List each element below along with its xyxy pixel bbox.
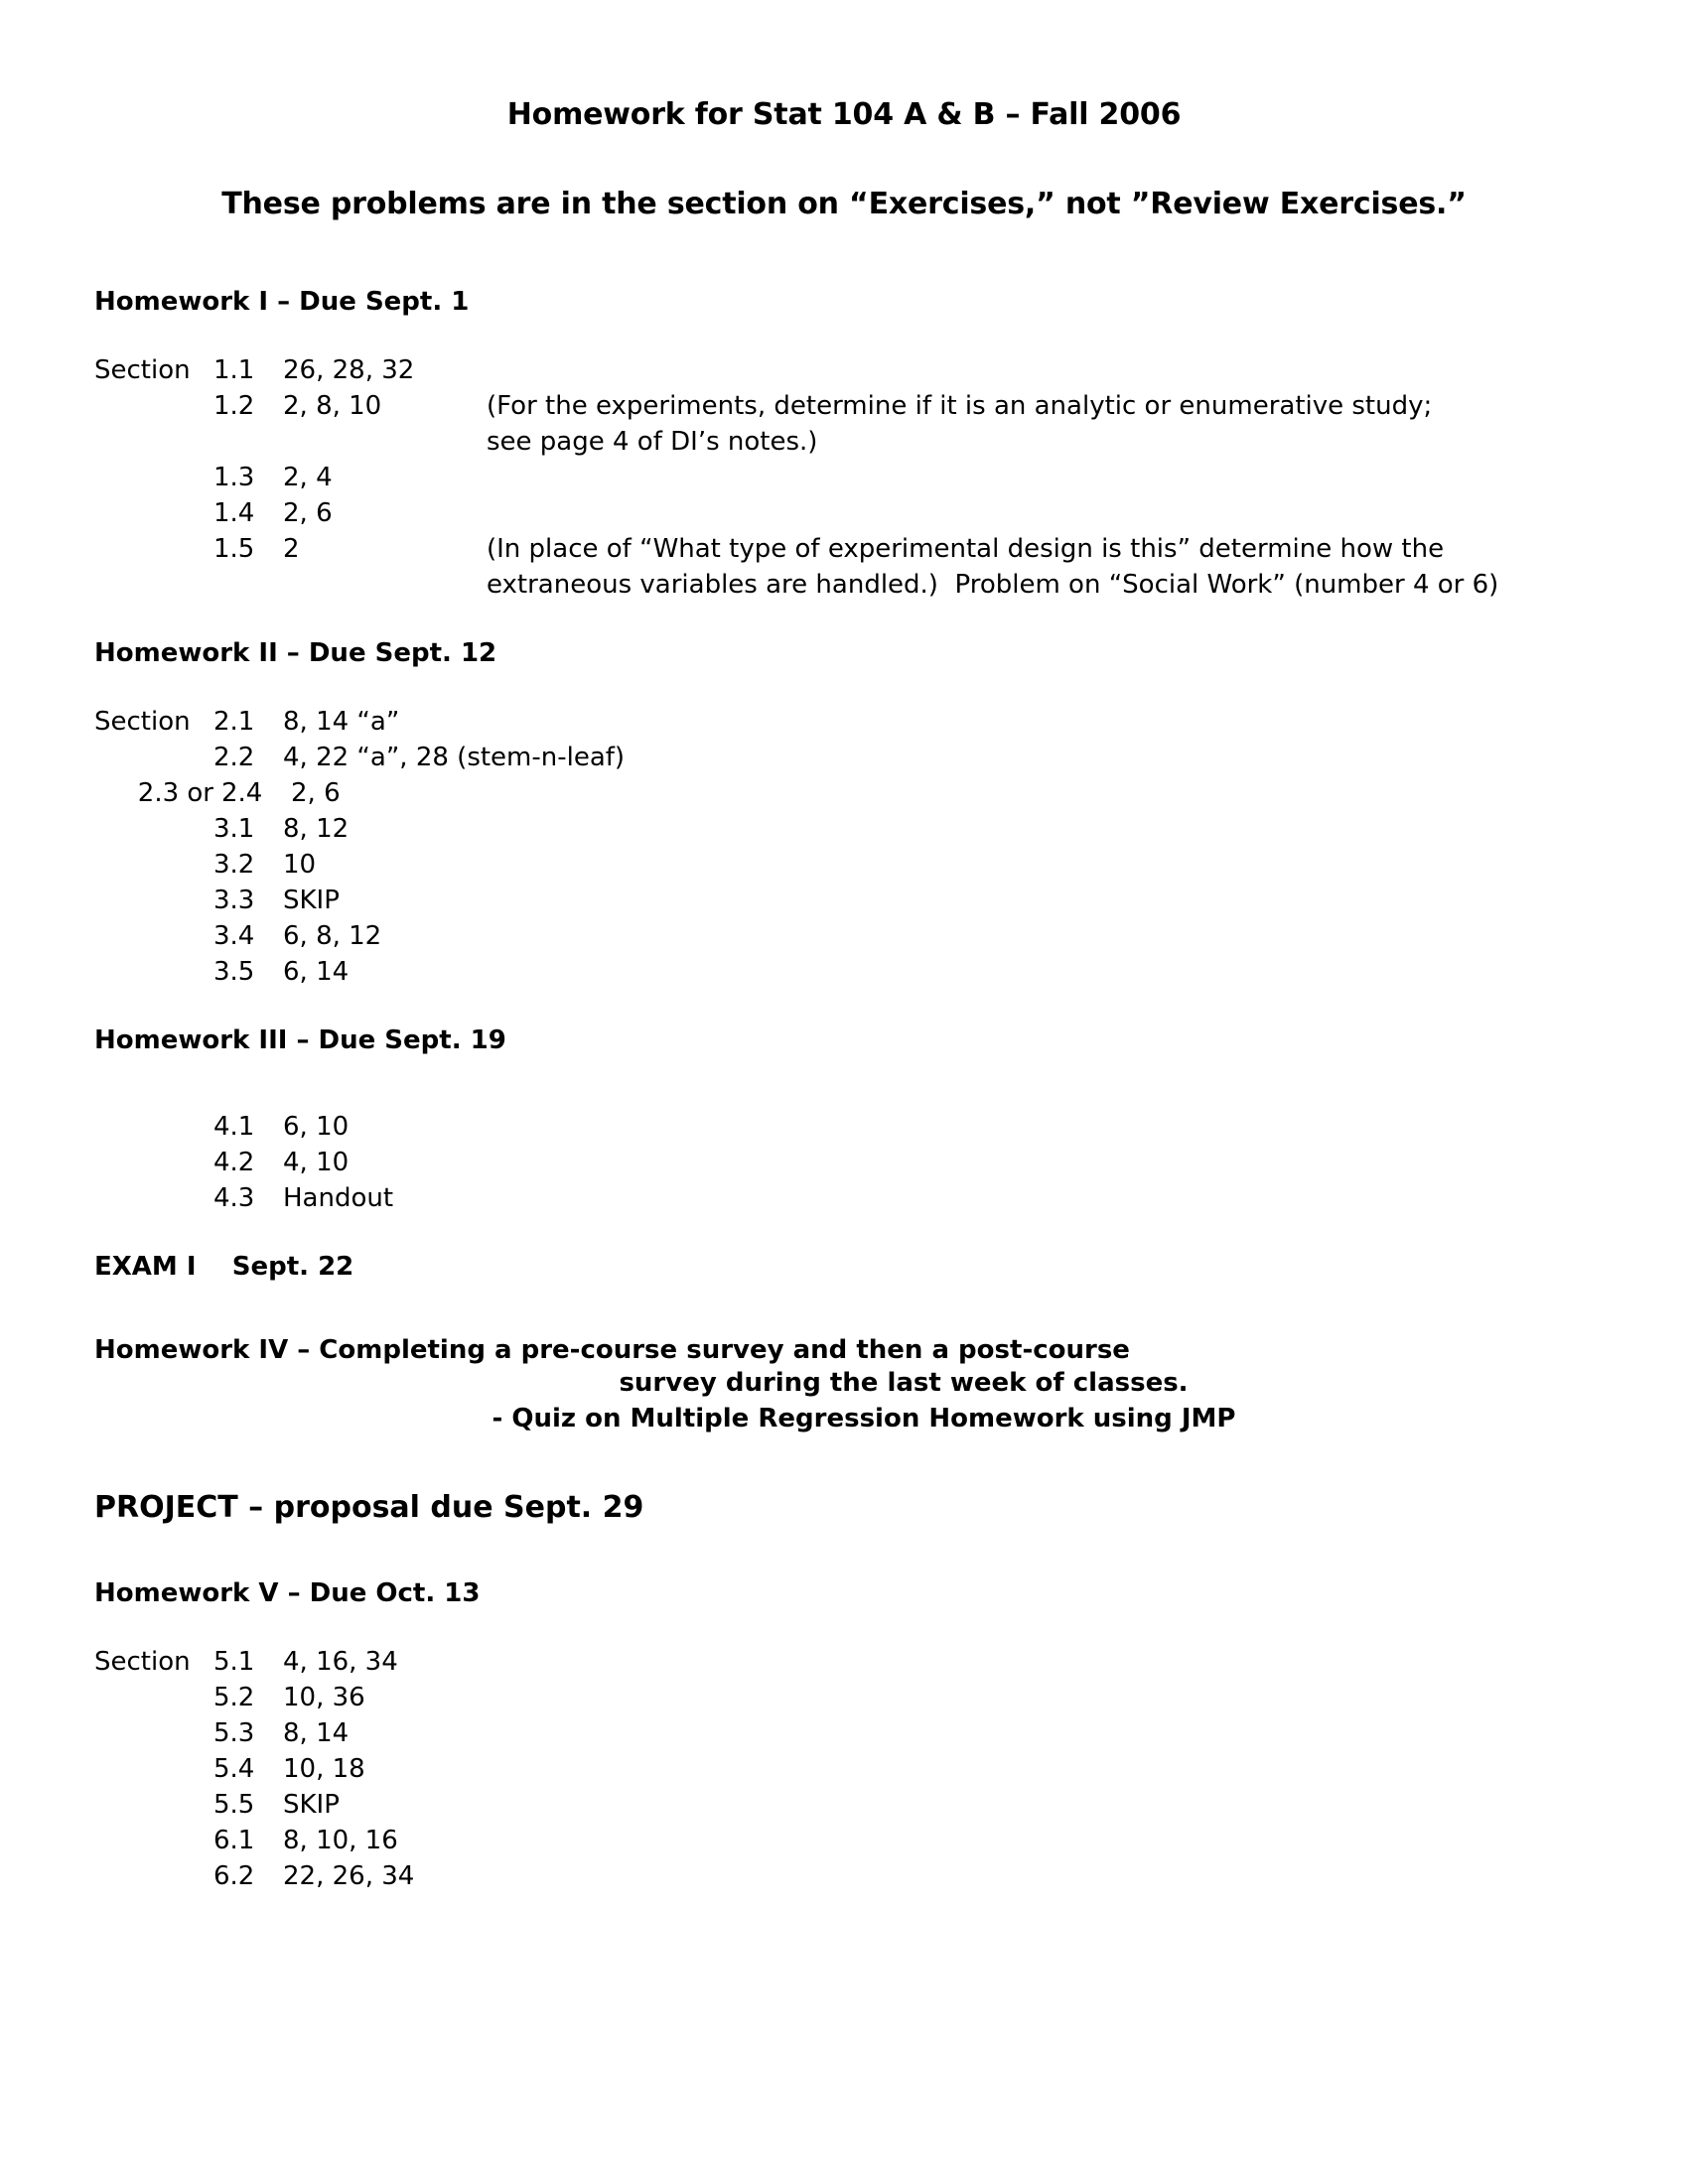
spacer xyxy=(0,1525,1688,1561)
table-row xyxy=(0,1858,1688,1894)
row-problems: 4, 10 xyxy=(283,1148,350,1177)
row-problems: 2 xyxy=(283,534,300,564)
table-row xyxy=(0,847,1688,883)
row-problems: 22, 26, 34 xyxy=(283,1861,415,1891)
row-section-number: 5.4 xyxy=(213,1754,255,1784)
spacer xyxy=(0,603,1688,638)
row-section-number: 4.2 xyxy=(213,1148,255,1177)
page-title: Homework for Stat 104 A & B – Fall 2006 xyxy=(506,97,1182,132)
row-problems: 4, 22 “a”, 28 (stem-n-leaf) xyxy=(283,743,626,772)
table-row xyxy=(0,883,1688,918)
row-section-label: Section xyxy=(94,707,191,737)
row-problems: 6, 14 xyxy=(283,957,350,987)
spacer xyxy=(0,1317,1688,1335)
row-problems: 26, 28, 32 xyxy=(283,355,415,385)
spacer xyxy=(0,990,1688,1025)
row-problems: 8, 14 “a” xyxy=(283,707,400,737)
row-section-number: 4.1 xyxy=(213,1112,255,1142)
row-problems: 8, 10, 16 xyxy=(283,1826,398,1855)
row-section-number: 1.1 xyxy=(213,355,255,385)
project-heading: PROJECT – proposal due Sept. 29 xyxy=(94,1490,644,1525)
spacer xyxy=(0,1282,1688,1317)
table-row xyxy=(0,1823,1688,1858)
homework-5-heading: Homework V – Due Oct. 13 xyxy=(94,1578,481,1608)
spacer xyxy=(0,1436,1688,1472)
table-row xyxy=(0,811,1688,847)
homework-2-heading: Homework II – Due Sept. 12 xyxy=(94,638,497,668)
row-section-number: 1.2 xyxy=(213,391,255,421)
spacer xyxy=(0,257,1688,287)
table-row xyxy=(0,1180,1688,1216)
row-problems: 6, 10 xyxy=(283,1112,350,1142)
row-section-number: 2.2 xyxy=(213,743,255,772)
homework-3-heading: Homework III – Due Sept. 19 xyxy=(94,1025,506,1055)
row-section-number: 1.3 xyxy=(213,463,255,492)
table-row xyxy=(0,704,1688,740)
homework-1-rows xyxy=(0,352,1688,603)
spacer xyxy=(0,1091,1688,1109)
table-row xyxy=(0,740,1688,775)
row-problems: 2, 8, 10 xyxy=(283,391,382,421)
row-problems: 2, 4 xyxy=(283,463,333,492)
row-section-number: 5.1 xyxy=(213,1647,255,1677)
row-section-number: 2.4 xyxy=(221,778,263,808)
spacer xyxy=(0,1216,1688,1252)
exam-1-line: EXAM I Sept. 22 xyxy=(94,1252,354,1282)
row-problems: 8, 12 xyxy=(283,814,350,844)
row-section-number: 4.3 xyxy=(213,1183,255,1213)
homework-4-line2: survey during the last week of classes. xyxy=(619,1368,1189,1398)
table-row xyxy=(0,775,1688,811)
homework-1-heading: Homework I – Due Sept. 1 xyxy=(94,287,470,317)
row-section-label: 2.3 or xyxy=(137,778,213,808)
row-section-number: 3.3 xyxy=(213,886,255,915)
row-section-number: 1.4 xyxy=(213,498,255,528)
spacer xyxy=(0,221,1688,257)
row-section-number: 5.2 xyxy=(213,1683,255,1712)
table-row xyxy=(0,1751,1688,1787)
row-problems: 10, 36 xyxy=(283,1683,365,1712)
row-section-label: Section xyxy=(94,355,191,385)
table-row xyxy=(0,1787,1688,1823)
table-row xyxy=(0,918,1688,954)
table-row xyxy=(0,1715,1688,1751)
row-section-number: 1.5 xyxy=(213,534,255,564)
row-problems: SKIP xyxy=(283,886,340,915)
table-row xyxy=(0,954,1688,990)
table-row xyxy=(0,1644,1688,1680)
row-problems: 6, 8, 12 xyxy=(283,921,382,951)
row-problems: Handout xyxy=(283,1183,394,1213)
spacer xyxy=(0,1608,1688,1644)
table-row xyxy=(0,1109,1688,1145)
row-problems: 8, 14 xyxy=(283,1718,350,1748)
table-row xyxy=(0,352,1688,388)
row-section-number: 5.3 xyxy=(213,1718,255,1748)
spacer xyxy=(0,317,1688,352)
row-section-number: 2.1 xyxy=(213,707,255,737)
row-section-number: 3.4 xyxy=(213,921,255,951)
row-note: (For the experiments, determine if it is an analytic or enumerative study; xyxy=(487,391,1433,421)
table-row xyxy=(0,1680,1688,1715)
row-problems: SKIP xyxy=(283,1790,340,1820)
table-row xyxy=(0,531,1688,567)
row-section-label: Section xyxy=(94,1647,191,1677)
row-problems: 2, 6 xyxy=(283,498,333,528)
spacer xyxy=(0,1472,1688,1490)
row-section-number: 6.1 xyxy=(213,1826,255,1855)
homework-5-rows xyxy=(0,1644,1688,1894)
row-problems: 10, 18 xyxy=(283,1754,365,1784)
row-note-continuation: extraneous variables are handled.) Problem on “Social Work” (number 4 or 6) xyxy=(487,570,1499,600)
homework-4-line3: - Quiz on Multiple Regression Homework using JMP xyxy=(492,1404,1236,1433)
spacer xyxy=(0,1055,1688,1091)
table-row xyxy=(0,1145,1688,1180)
row-section-number: 3.2 xyxy=(213,850,255,880)
homework-4-heading: Homework IV – Completing a pre-course survey and then a post-course xyxy=(94,1335,1130,1365)
homework-2-rows xyxy=(0,704,1688,990)
page-subtitle: These problems are in the section on “Exercises,” not ”Review Exercises.” xyxy=(221,187,1467,221)
table-row xyxy=(0,388,1688,424)
table-row xyxy=(0,460,1688,495)
row-section-number: 3.5 xyxy=(213,957,255,987)
spacer xyxy=(0,668,1688,704)
row-problems: 2, 6 xyxy=(291,778,341,808)
row-section-number: 6.2 xyxy=(213,1861,255,1891)
row-note-continuation: see page 4 of DI’s notes.) xyxy=(487,427,818,457)
spacer xyxy=(0,1561,1688,1578)
row-problems: 10 xyxy=(283,850,317,880)
table-row xyxy=(0,495,1688,531)
row-section-number: 3.1 xyxy=(213,814,255,844)
homework-3-rows xyxy=(0,1109,1688,1216)
row-note: (In place of “What type of experimental design is this” determine how the xyxy=(487,534,1445,564)
row-section-number: 5.5 xyxy=(213,1790,255,1820)
row-problems: 4, 16, 34 xyxy=(283,1647,398,1677)
